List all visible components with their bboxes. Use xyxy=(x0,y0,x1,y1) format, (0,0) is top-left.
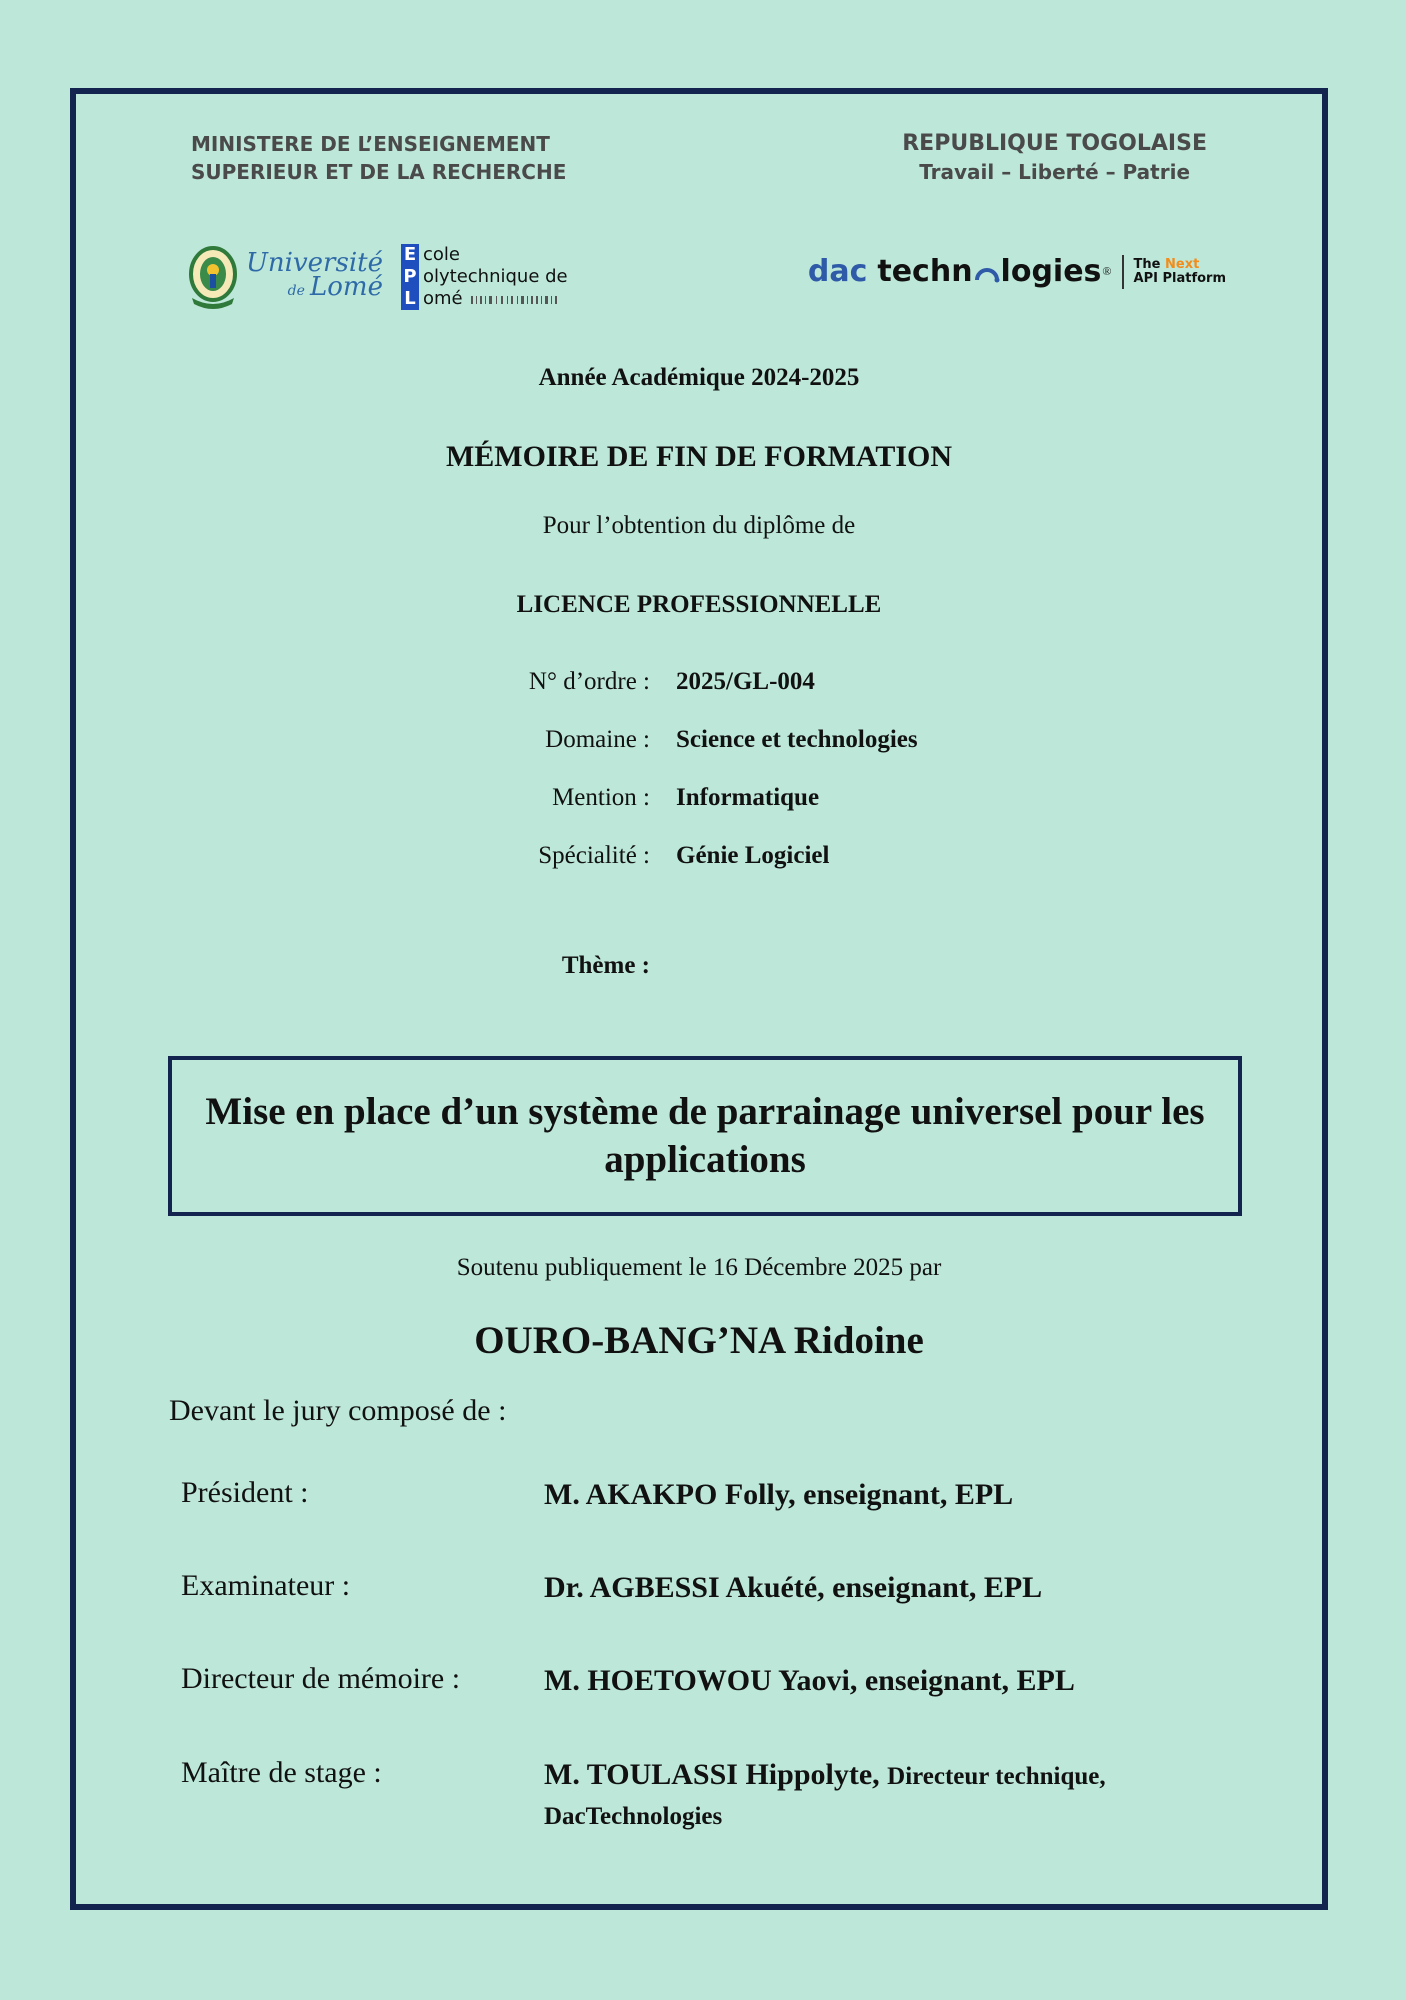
jury-member: M. HOETOWOU Yaovi, enseignant, EPL xyxy=(544,1664,1075,1697)
theme-title-box xyxy=(168,1056,1242,1216)
info-label: Domaine : xyxy=(545,726,650,753)
jury-intro: Devant le jury composé de : xyxy=(169,1394,507,1427)
theme-title: Mise en place d’un système de parrainage universel pour les applications xyxy=(205,1090,1205,1181)
epl-barcode-icon xyxy=(471,294,561,304)
dac-logo-tech: techn xyxy=(877,254,973,289)
info-value: Génie Logiciel xyxy=(676,842,830,869)
dac-logo-divider xyxy=(1122,255,1124,289)
epl-letter-l: L xyxy=(401,288,419,310)
academic-year: Année Académique 2024-2025 xyxy=(538,364,860,391)
epl-word-3: omé xyxy=(422,288,463,309)
defense-date: Soutenu publiquement le 16 Décembre 2025 par xyxy=(456,1254,942,1281)
info-label: Mention : xyxy=(552,784,650,811)
university-name-line-1: Université xyxy=(246,248,383,278)
university-name-line-2: Lomé xyxy=(310,272,383,302)
jury-member xyxy=(544,1756,1234,1836)
document-type: MÉMOIRE DE FIN DE FORMATION xyxy=(445,440,953,473)
page-border xyxy=(70,88,1328,1910)
ministry-line-1: MINISTERE DE L’ENSEIGNEMENT xyxy=(191,132,550,156)
dac-logo-registered: ® xyxy=(1102,264,1112,278)
jury-member: Dr. AGBESSI Akuété, enseignant, EPL xyxy=(544,1571,1043,1604)
university-emblem-icon xyxy=(186,242,240,312)
jury-role: Directeur de mémoire : xyxy=(181,1662,461,1695)
degree-purpose: Pour l’obtention du diplôme de xyxy=(542,512,856,539)
author-name: OURO-BANG’NA Ridoine xyxy=(474,1319,924,1362)
info-label: N° d’ordre : xyxy=(528,668,650,695)
republic-name: REPUBLIQUE TOGOLAISE xyxy=(902,131,1207,156)
dac-logo-prefix: dac xyxy=(807,254,868,289)
republic-motto: Travail – Liberté – Patrie xyxy=(919,160,1191,184)
republic-header xyxy=(902,130,1207,186)
degree-name: LICENCE PROFESSIONNELLE xyxy=(516,591,882,618)
university-name-de: de xyxy=(287,283,305,299)
epl-letter-e: E xyxy=(401,244,419,266)
theme-label: Thème : xyxy=(561,952,650,979)
jury-role: Examinateur : xyxy=(181,1569,351,1602)
jury-role: Maître de stage : xyxy=(181,1756,382,1789)
epl-word-1: cole xyxy=(422,244,460,265)
info-value: Science et technologies xyxy=(676,726,918,753)
jury-member-name: M. TOULASSI Hippolyte, xyxy=(544,1758,880,1791)
ministry-header xyxy=(191,130,566,186)
ministry-line-2: SUPERIEUR ET DE LA RECHERCHE xyxy=(191,160,567,184)
info-label: Spécialité : xyxy=(538,842,650,869)
dac-logo-logies: logies xyxy=(1000,254,1102,289)
dac-tagline-next: Next xyxy=(1165,256,1200,272)
info-value: 2025/GL-004 xyxy=(676,668,815,695)
jury-member: M. AKAKPO Folly, enseignant, EPL xyxy=(544,1478,1014,1511)
dac-technologies-logo xyxy=(808,254,1226,289)
epl-logo xyxy=(401,244,568,310)
jury-role: Président : xyxy=(181,1476,309,1509)
epl-letter-p: P xyxy=(401,266,419,288)
epl-word-2: olytechnique de xyxy=(422,266,568,287)
info-value: Informatique xyxy=(676,784,820,811)
dac-logo-swirl-icon xyxy=(974,260,1000,284)
dac-tagline-platform: API Platform xyxy=(1133,270,1226,286)
institution-logos xyxy=(186,242,568,312)
jury-member-detail: Directeur technique, DacTechnologies xyxy=(544,1763,1106,1830)
university-lome-logo xyxy=(186,242,383,312)
dac-tagline-the: The xyxy=(1133,256,1161,272)
